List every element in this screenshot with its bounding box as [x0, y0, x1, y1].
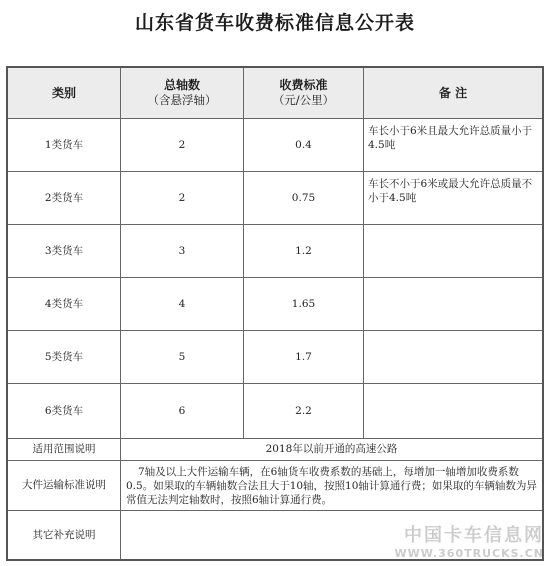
row-axles: 2 — [178, 138, 186, 151]
row-rate: 0.75 — [291, 191, 316, 204]
row-category: 2类货车 — [44, 191, 84, 204]
other-label: 其它补充说明 — [32, 528, 96, 541]
row-axles: 2 — [178, 191, 186, 204]
scope-label: 适用范围说明 — [32, 443, 96, 455]
row-rate: 2.2 — [295, 404, 312, 417]
row-note: 车长小于6米且最大允许总质量小于4.5吨 — [368, 125, 533, 151]
row-rate: 0.4 — [295, 138, 312, 151]
header-rate-line1: 收费标准 — [279, 78, 328, 92]
row-category: 5类货车 — [44, 350, 84, 363]
header-axles-line2: （含悬浮轴） — [147, 93, 217, 107]
row-axles: 5 — [178, 350, 186, 363]
row-category: 1类货车 — [44, 138, 84, 151]
header-category: 类别 — [51, 85, 76, 100]
site-watermark — [394, 521, 544, 560]
row-note — [364, 331, 542, 383]
row-rate: 1.65 — [291, 297, 316, 310]
scope-value: 2018年以前开通的高速公路 — [265, 443, 398, 455]
row-category: 6类货车 — [44, 404, 84, 417]
page-title: 山东省货车收费标准信息公开表 — [134, 12, 415, 34]
row-note — [364, 225, 542, 277]
row-category: 3类货车 — [44, 244, 84, 257]
header-remarks: 备 注 — [438, 85, 468, 100]
row-axles: 4 — [178, 297, 186, 310]
row-axles: 6 — [178, 404, 186, 417]
oversize-text: 7轴及以上大件运输车辆，在6轴货车收费系数的基础上，每增加一轴增加收费系数0.5。如果取的车辆轴数合法且大于10轴，按照10轴计算通行费；如果取的车辆轴数为异常值无法判定轴数时，按照6轴计算通行费。 — [126, 465, 537, 506]
header-axles — [121, 68, 243, 118]
row-note: 车长不小于6米或最大允许总质量不小于4.5吨 — [368, 178, 533, 204]
row-category: 4类货车 — [44, 297, 84, 310]
watermark-en: WWW.360TRUCKS.CN — [394, 547, 544, 560]
row-rate: 1.7 — [295, 350, 312, 363]
watermark-cn: 中国卡车信息网 — [404, 525, 544, 546]
row-note — [364, 278, 542, 330]
truck-toll-table — [6, 66, 544, 561]
row-rate: 1.2 — [295, 244, 312, 257]
row-note — [364, 384, 542, 438]
row-axles: 3 — [178, 244, 186, 257]
oversize-label: 大件运输标准说明 — [22, 479, 106, 491]
header-rate — [244, 68, 363, 118]
oversize-value — [121, 461, 542, 510]
header-rate-line2: （元/公里） — [272, 93, 335, 107]
header-axles-line1: 总轴数 — [163, 78, 200, 92]
